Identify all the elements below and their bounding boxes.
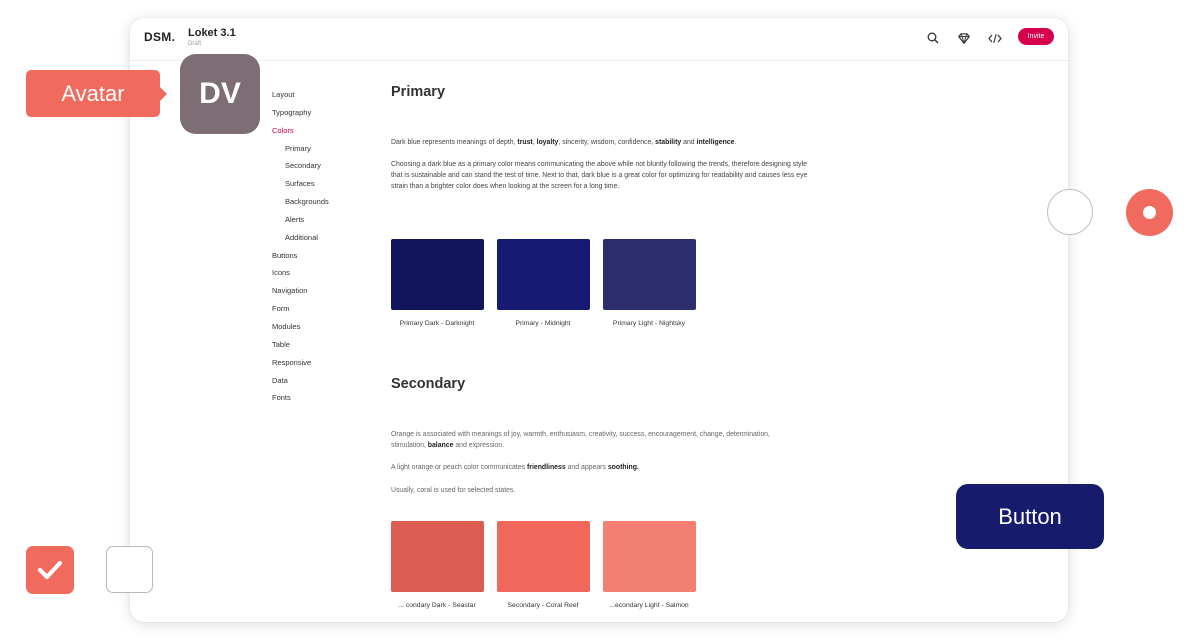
swatch-primary[interactable]	[497, 239, 590, 310]
swatch-secondary[interactable]	[497, 521, 590, 592]
sidebar-item-form[interactable]: Form	[272, 304, 290, 314]
avatar-callout-label: Avatar	[26, 70, 160, 117]
avatar[interactable]: DV	[180, 54, 260, 134]
sidebar-item-backgrounds[interactable]: Backgrounds	[285, 197, 329, 207]
checkbox-unchecked[interactable]	[106, 546, 153, 593]
sidebar-item-fonts[interactable]: Fonts	[272, 393, 291, 403]
sidebar-item-primary[interactable]: Primary	[285, 143, 311, 153]
sidebar-item-alerts[interactable]: Alerts	[285, 214, 305, 224]
sidebar-item-data[interactable]: Data	[272, 375, 288, 385]
swatch-label: Secondary - Coral Reef	[507, 602, 579, 609]
sidebar-item-icons[interactable]: Icons	[272, 268, 290, 278]
radio-button-unselected[interactable]	[1047, 189, 1093, 235]
code-icon[interactable]	[986, 29, 1004, 47]
section-heading-secondary: Secondary	[391, 376, 466, 392]
project-status: Draft	[188, 41, 202, 47]
swatch-primary-dark[interactable]	[391, 239, 484, 310]
primary-paragraph-2: Choosing a dark blue as a primary color means communicating the above while not bluntly following the trends, therefore designing style that is sustainable and can stand the test of time. Next to that, dark blue is a great color for optimizing for readability and causes less eye strain than a brighter color does when looking at the screen for a long time.	[391, 161, 808, 190]
sidebar-item-secondary[interactable]: Secondary	[285, 161, 321, 171]
sidebar-item-buttons[interactable]: Buttons	[272, 250, 298, 260]
sidebar-item-typography[interactable]: Typography	[272, 107, 312, 117]
sketch-diamond-icon[interactable]	[955, 29, 973, 47]
swatch-label: ...econdary Light - Salmon	[609, 602, 689, 609]
sidebar-item-surfaces[interactable]: Surfaces	[285, 179, 315, 189]
swatch-label: Primary - Midnight	[515, 320, 571, 327]
radio-button-selected[interactable]	[1126, 189, 1173, 236]
section-heading-primary: Primary	[391, 84, 446, 100]
secondary-paragraph-1: Orange is associated with meanings of joy, warmth, enthusiasm, creativity, success, encouragement, change, determination, stimulation, balance and expression.	[391, 431, 770, 449]
dsm-window	[130, 18, 1068, 622]
swatch-secondary-light[interactable]	[603, 521, 696, 592]
sidebar-item-navigation[interactable]: Navigation	[272, 286, 308, 296]
dsm-logo[interactable]: DSM.	[144, 30, 176, 44]
sidebar-item-additional[interactable]: Additional	[285, 232, 318, 242]
checkmark-icon	[36, 559, 64, 581]
secondary-paragraph-3: Usually, coral is used for selected states.	[391, 487, 516, 494]
checkbox-checked[interactable]	[26, 546, 74, 594]
sidebar-item-colors[interactable]: Colors	[272, 125, 294, 135]
invite-button[interactable]: Invite	[1018, 28, 1054, 45]
sidebar-item-table[interactable]: Table	[272, 339, 290, 349]
project-title: Loket 3.1	[188, 27, 236, 39]
sidebar-item-layout[interactable]: Layout	[272, 90, 295, 99]
swatch-label: Primary Dark - Darknight	[399, 320, 475, 327]
sidebar-item-modules[interactable]: Modules	[272, 321, 301, 331]
sidebar-item-responsive[interactable]: Responsive	[272, 357, 312, 367]
swatch-primary-light[interactable]	[603, 239, 696, 310]
primary-paragraph-1: Dark blue represents meanings of depth, trust, loyalty, sincerity, wisdom, confidence, stability and intelligence.	[391, 139, 737, 146]
sidebar-nav	[272, 90, 329, 411]
top-bar	[130, 18, 1068, 61]
primary-button[interactable]: Button	[956, 484, 1104, 549]
swatch-label: ... condary Dark - Seastar	[398, 602, 476, 609]
search-icon[interactable]	[924, 29, 942, 47]
secondary-paragraph-2: A light orange or peach color communicates friendliness and appears soothing.	[391, 464, 639, 471]
swatch-secondary-dark[interactable]	[391, 521, 484, 592]
swatch-label: Primary Light - Nightsky	[612, 320, 686, 327]
